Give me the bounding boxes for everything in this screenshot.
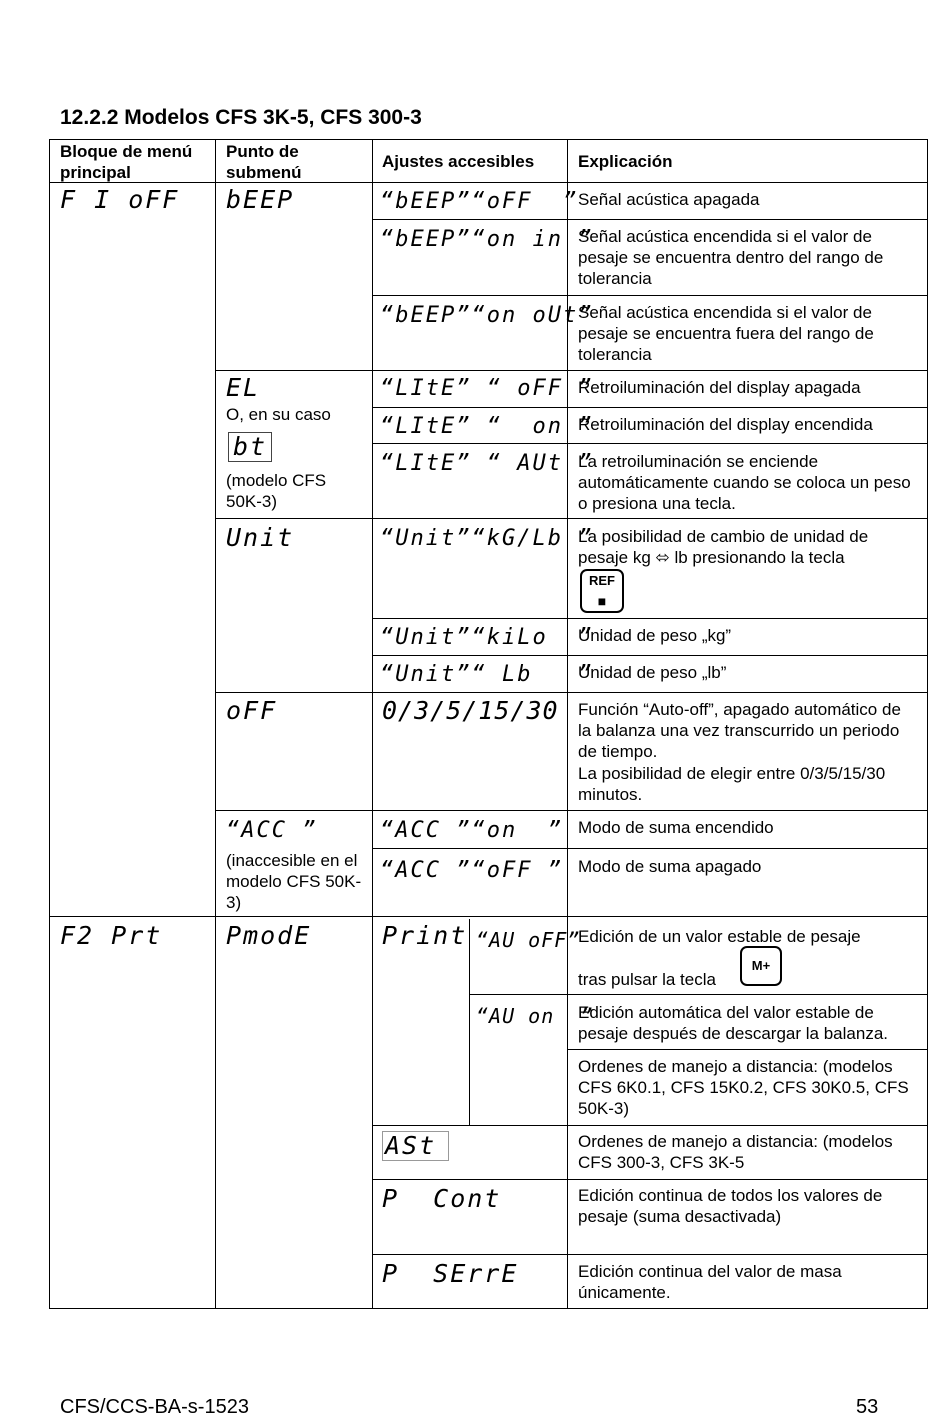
footer-page-number: 53 — [856, 1396, 879, 1418]
header-explanation: Explicación — [578, 152, 673, 171]
explanation-unit-kg: Unidad de peso „kg” — [578, 626, 732, 645]
lcd-f1off: F I oFF — [60, 185, 180, 214]
explanation-lite-on: Retroiluminación del display encendida — [578, 415, 873, 434]
lcd-unit-lb: “Unit”“ Lb ” — [380, 662, 594, 687]
explanation-beep-onout: Señal acústica encendida si el valor de pesaje se encuentra fuera del rango de tolerancia — [578, 303, 874, 364]
lcd-lite-aut: “LItE” “ AUt ” — [380, 451, 594, 476]
lcd-beep-off: “bEEP”“oFF ” — [380, 189, 579, 214]
lcd-lite-on: “LItE” “ on ” — [380, 414, 594, 439]
footer-doc-id: CFS/CCS-BA-s-1523 — [60, 1396, 249, 1418]
lcd-bt: bt — [228, 432, 272, 462]
lcd-off: oFF — [226, 696, 278, 725]
lcd-unit: Unit — [226, 523, 295, 552]
lcd-pcont: P Cont — [382, 1184, 502, 1213]
explanation-mass-only: Edición continua del valor de masa únicamente. — [578, 1262, 842, 1302]
explanation-unit-change: La posibilidad de cambio de unidad de pesaje kg ⬄ lb presionando la tecla — [578, 527, 869, 567]
lcd-asf: ASt — [382, 1131, 449, 1161]
mplus-key-icon — [740, 946, 782, 986]
lcd-au-on: “AU on ” — [476, 1004, 594, 1028]
lcd-beep: bEEP — [226, 185, 295, 214]
explanation-continuous: Edición continua de todos los valores de pesaje (suma desactivada) — [578, 1186, 883, 1226]
header-submenu: Punto de submenú — [226, 142, 302, 182]
lcd-print: Print — [382, 921, 468, 950]
lcd-beep-onin: “bEEP”“on in ” — [380, 227, 594, 252]
lcd-pmode: PmodE — [226, 921, 312, 950]
explanation-print-stable: Edición de un valor estable de pesaje — [578, 927, 861, 946]
explanation-sum-off: Modo de suma apagado — [578, 857, 762, 876]
explanation-autooff: Función “Auto-off”, apagado automático de la balanza una vez transcurrido un periodo de tiempo. — [578, 700, 901, 761]
or-case-label: O, en su caso — [226, 405, 331, 424]
ref-key-label: REF — [589, 573, 615, 588]
explanation-lite-aut: La retroiluminación se enciende automáticamente cuando se coloca un peso o presiona una tecla. — [578, 452, 911, 513]
explanation-print-stable-key: tras pulsar la tecla — [578, 970, 716, 989]
mplus-key-label: M+ — [751, 958, 771, 973]
explanation-remote-1: Ordenes de manejo a distancia: (modelos CFS 6K0.1, CFS 15K0.2, CFS 30K0.5, CFS 50K-3) — [578, 1057, 909, 1118]
explanation-sum-on: Modo de suma encendido — [578, 818, 774, 837]
explanation-lite-off: Retroiluminación del display apagada — [578, 378, 861, 397]
lcd-off-values: 0/3/5/15/30 — [382, 696, 559, 725]
header-menu-block: Bloque de menú principal — [60, 142, 193, 182]
lcd-unit-kilo: “Unit”“kiLo ” — [380, 625, 594, 650]
section-heading: 12.2.2 Modelos CFS 3K-5, CFS 300-3 — [60, 106, 422, 129]
lcd-unit-kglb: “Unit”“kG/Lb ” — [380, 526, 594, 551]
lcd-f2prt: F2 Prt — [60, 921, 163, 950]
lcd-acc: “ACC ” — [226, 818, 318, 843]
lcd-acc-on: “ACC ”“on ” — [380, 818, 563, 843]
header-settings: Ajustes accesibles — [382, 152, 535, 171]
acc-note: (inaccesible en el modelo CFS 50K-3) — [226, 851, 362, 912]
lcd-el: EL — [226, 373, 261, 402]
lcd-acc-off: “ACC ”“oFF ” — [380, 858, 563, 883]
ref-key-icon: REF ■ — [580, 569, 624, 613]
explanation-print-auto: Edición automática del valor estable de pesaje después de descargar la balanza. — [578, 1003, 888, 1043]
explanation-remote-2: Ordenes de manejo a distancia: (modelos CFS 300-3, CFS 3K-5 — [578, 1132, 893, 1172]
explanation-beep-off: Señal acústica apagada — [578, 190, 760, 209]
lcd-lite-off: “LItE” “ oFF ” — [380, 376, 594, 401]
lcd-au-off: “AU oFF” — [476, 928, 581, 952]
lcd-beep-onout: “bEEP”“on oUt” — [380, 303, 594, 328]
explanation-unit-lb: Unidad de peso „lb” — [578, 663, 727, 682]
model-note: (modelo CFS 50K-3) — [226, 471, 327, 511]
explanation-autooff-choices: La posibilidad de elegir entre 0/3/5/15/30 minutos. — [578, 764, 886, 804]
lcd-pserre: P SErrE — [382, 1259, 519, 1288]
explanation-beep-onin: Señal acústica encendida si el valor de pesaje se encuentra dentro del rango de tolerancia — [578, 227, 884, 288]
